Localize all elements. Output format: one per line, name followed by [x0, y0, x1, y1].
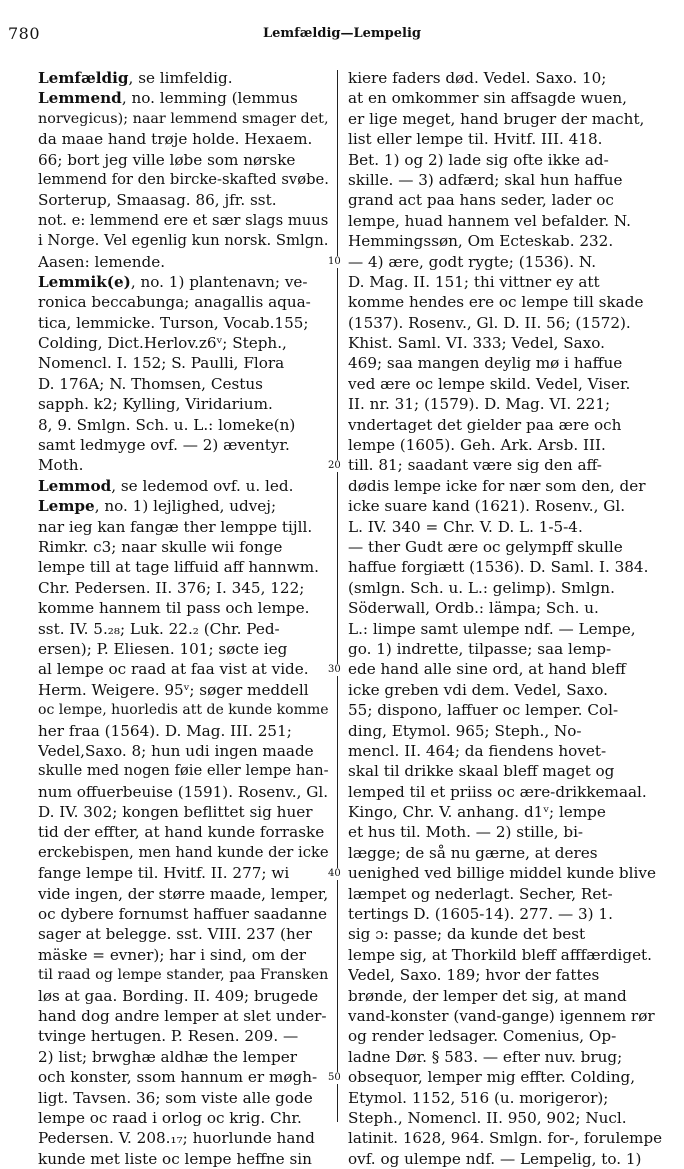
text-line: num offuerbeuise (1591). Rosenv., Gl. [38, 782, 329, 801]
text-line: Vedel,Saxo. 8; hun udi ingen maade [38, 741, 314, 760]
text-line: (1537). Rosenv., Gl. D. II. 56; (1572). [348, 313, 631, 332]
text-line: go. 1) indrette, tilpasse; saa lemp- [348, 639, 612, 658]
text-line: vide ingen, der større maade, lemper, [38, 884, 329, 903]
text-line: — ther Gudt ære oc gelympff skulle [348, 537, 623, 556]
text-line: Kingo, Chr. V. anhang. d1ᵛ; lempe [348, 803, 606, 822]
text-line: (smlgn. Sch. u. L.: gelimp). Smlgn. [348, 578, 615, 597]
text-line: Lemmod, se ledemod ovf. u. led. [38, 476, 294, 495]
text-line: Lemmik(e), no. 1) plantenavn; ve- [38, 272, 308, 291]
text-line: Chr. Pedersen. II. 376; I. 345, 122; [38, 578, 305, 597]
text-line: obsequor, lemper mig effter. Colding, [348, 1068, 636, 1087]
text-line: nar ieg kan fangæ ther lemppe tijll. [38, 517, 313, 536]
text-line: oc dybere fornumst haffuer saadanne [38, 905, 327, 924]
text-line: mäske = evner); har i sind, om der [38, 945, 307, 964]
page-number: 780 [8, 24, 41, 43]
text-line: skal til drikke skaal bleff maget og [348, 762, 615, 781]
text-line: D. Mag. II. 151; thi vittner ey att [348, 272, 600, 291]
text-line: ersen); P. Eliesen. 101; søcte ieg [38, 639, 288, 658]
text-line: list eller lempe til. Hvitf. III. 418. [348, 130, 603, 149]
text-line: Etymol. 1152, 516 (u. morigeror); [348, 1088, 609, 1107]
text-line: 66; bort jeg ville løbe som nørske [38, 150, 296, 169]
text-line: ronica beccabunga; anagallis aqua- [38, 293, 311, 312]
text-line: lempe (1605). Geh. Ark. Arsb. III. [348, 436, 606, 455]
text-line: kunde met liste oc lempe heffne sin [38, 1149, 312, 1168]
text-line: oc lempe, huorledis att de kunde komme [38, 702, 329, 719]
text-line: 55; dispono, laffuer oc lemper. Col- [348, 701, 619, 720]
text-line: ligt. Tavsen. 36; som viste alle gode [38, 1088, 313, 1107]
text-line: ladne Dør. § 583. — efter nuv. brug; [348, 1047, 623, 1066]
text-line: 2) list; brwghæ aldhæ the lemper [38, 1047, 297, 1066]
text-line: uenighed ved billige middel kunde blive [348, 864, 656, 883]
text-line: her fraa (1564). D. Mag. III. 251; [38, 721, 292, 740]
running-head: Lemfældig—Lempelig [263, 26, 421, 41]
text-line: læmpet og nederlagt. Secher, Ret- [348, 884, 613, 903]
text-line: II. nr. 31; (1579). D. Mag. VI. 221; [348, 395, 611, 414]
line-number: 10 [328, 256, 348, 268]
column-divider [337, 70, 338, 1122]
text-line: grand act paa hans seder, lader oc [348, 191, 614, 210]
text-line: lempe oc raad i orlog oc krig. Chr. [38, 1108, 302, 1127]
text-line: komme hannem til pass och lempe. [38, 599, 310, 618]
text-line: i Norge. Vel egenlig kun norsk. Smlgn. [38, 232, 329, 250]
text-line: Rimkr. c3; naar skulle wii fonge [38, 537, 283, 556]
text-line: Vedel, Saxo. 189; hvor der fattes [348, 966, 600, 985]
text-line: D. IV. 302; kongen beflittet sig huer [38, 803, 313, 822]
text-line: lempe, huad hannem vel befalder. N. [348, 211, 631, 230]
text-line: hand dog andre lemper at slet under- [38, 1006, 327, 1025]
text-line: dødis lempe icke for nær som den, der [348, 476, 646, 495]
text-line: og render ledsager. Comenius, Op- [348, 1027, 617, 1046]
text-line: Sorterup, Smaasag. 86, jfr. sst. [38, 191, 277, 210]
text-line: och konster, ssom hannum er møgh- [38, 1068, 318, 1087]
text-line: latinit. 1628, 964. Smlgn. for-, forulempe [348, 1129, 663, 1148]
text-line: tertings D. (1605-14). 277. — 3) 1. [348, 905, 613, 924]
text-line: er lige meget, hand bruger der macht, [348, 109, 645, 128]
text-line: al lempe oc raad at faa vist at vide. [38, 660, 309, 679]
text-line: kiere faders død. Vedel. Saxo. 10; [348, 69, 607, 87]
text-line: Söderwall, Ordb.: lämpa; Sch. u. [348, 599, 599, 618]
line-number: 30 [328, 664, 348, 676]
text-line: Pedersen. V. 208.₁₇; huorlunde hand [38, 1129, 315, 1148]
text-line: vndertaget det gielder paa ære och [348, 415, 622, 434]
text-line: haffue forgiætt (1536). D. Saml. I. 384. [348, 558, 649, 577]
text-line: — 4) ære, godt rygte; (1536). N. [348, 252, 597, 271]
right-column [348, 68, 664, 1169]
text-line: skulle med nogen føie eller lempe han- [38, 762, 329, 780]
text-line: L. IV. 340 = Chr. V. D. L. 1-5-4. [348, 517, 583, 536]
text-line: tica, lemmicke. Turson, Vocab.155; [38, 313, 309, 332]
text-line: mencl. II. 464; da fiendens hovet- [348, 741, 607, 760]
text-line: sapph. k2; Kylling, Viridarium. [38, 395, 273, 414]
text-line: 8, 9. Smlgn. Sch. u. L.: lomeke(n) [38, 415, 296, 434]
text-line: not. e: lemmend ere et sær slags muus [38, 211, 329, 229]
text-line: lempe till at tage liffuid aff hannwm. [38, 558, 319, 577]
text-line: D. 176A; N. Thomsen, Cestus [38, 374, 263, 393]
text-line: Bet. 1) og 2) lade sig ofte ikke ad- [348, 150, 609, 169]
text-line: 469; saa mangen deylig mø i haffue [348, 354, 623, 373]
text-line: ede hand alle sine ord, at hand bleff [348, 660, 626, 679]
text-line: erckebispen, men hand kunde der icke [38, 843, 329, 861]
text-line: samt ledmyge ovf. — 2) æventyr. [38, 436, 290, 455]
text-line: skille. — 3) adfærd; skal hun haffue [348, 170, 623, 189]
text-line: til raad og lempe stander, paa Fransken [38, 967, 329, 984]
text-line: Steph., Nomencl. II. 950, 902; Nucl. [348, 1108, 627, 1127]
text-line: Nomencl. I. 152; S. Paulli, Flora [38, 354, 285, 373]
text-line: Herm. Weigere. 95ᵛ; søger meddell [38, 680, 309, 699]
line-number: 20 [328, 460, 348, 472]
text-line: norvegicus); naar lemmend smager det, [38, 110, 329, 127]
text-line: Lempe, no. 1) lejlighed, udvej; [38, 497, 277, 516]
line-number: 40 [328, 868, 348, 880]
text-line: fange lempe til. Hvitf. II. 277; wi [38, 864, 290, 883]
text-line: Lemfældig, se limfeldig. [38, 69, 233, 87]
text-line: icke greben vdi dem. Vedel, Saxo. [348, 680, 608, 699]
page-header [0, 20, 684, 44]
text-line: Aasen: lemende. [38, 252, 166, 271]
text-line: Hemmingssøn, Om Ecteskab. 232. [348, 232, 614, 251]
text-line: brønde, der lemper det sig, at mand [348, 986, 627, 1005]
text-line: sst. IV. 5.₂₈; Luk. 22.₂ (Chr. Ped- [38, 619, 280, 638]
text-line: at en omkommer sin affsagde wuen, [348, 89, 627, 108]
line-number: 50 [328, 1072, 348, 1084]
text-line: sager at belegge. sst. VIII. 237 (her [38, 925, 313, 944]
text-line: ved ære oc lempe skild. Vedel, Viser. [348, 374, 631, 393]
text-line: komme hendes ere oc lempe till skade [348, 293, 644, 312]
text-line: vand-konster (vand-gange) igennem rør [348, 1006, 655, 1025]
text-line: lægge; de så nu gærne, at deres [348, 843, 598, 862]
text-line: et hus til. Moth. — 2) stille, bi- [348, 823, 584, 842]
text-line: lempe sig, at Thorkild bleff afffærdiget. [348, 945, 652, 964]
text-line: Lemmend, no. lemming (lemmus [38, 89, 298, 108]
text-line: da maae hand trøje holde. Hexaem. [38, 130, 313, 149]
text-line: løs at gaa. Bording. II. 409; brugede [38, 986, 319, 1005]
text-line: Khist. Saml. VI. 333; Vedel, Saxo. [348, 334, 605, 353]
text-line: lemped til et priiss oc ære-drikkemaal. [348, 782, 647, 801]
text-line: tvinge hertugen. P. Resen. 209. — [38, 1027, 299, 1046]
text-line: icke suare kand (1621). Rosenv., Gl. [348, 497, 626, 516]
text-line: Moth. [38, 456, 84, 475]
text-line: L.: limpe samt ulempe ndf. — Lempe, [348, 619, 636, 638]
text-line: ding, Etymol. 965; Steph., No- [348, 721, 582, 740]
left-column [38, 68, 330, 1169]
text-line: till. 81; saadant være sig den aff- [348, 456, 602, 475]
text-line: sig ɔ: passe; da kunde det best [348, 925, 586, 944]
text-line: tid der effter, at hand kunde forraske [38, 823, 325, 842]
text-line: lemmend for den bircke-skafted svøbe. [38, 170, 329, 188]
text-line: Colding, Dict.Herlov.z6ᵛ; Steph., [38, 334, 287, 353]
text-line: ovf. og ulempe ndf. — Lempelig, to. 1) [348, 1149, 642, 1168]
